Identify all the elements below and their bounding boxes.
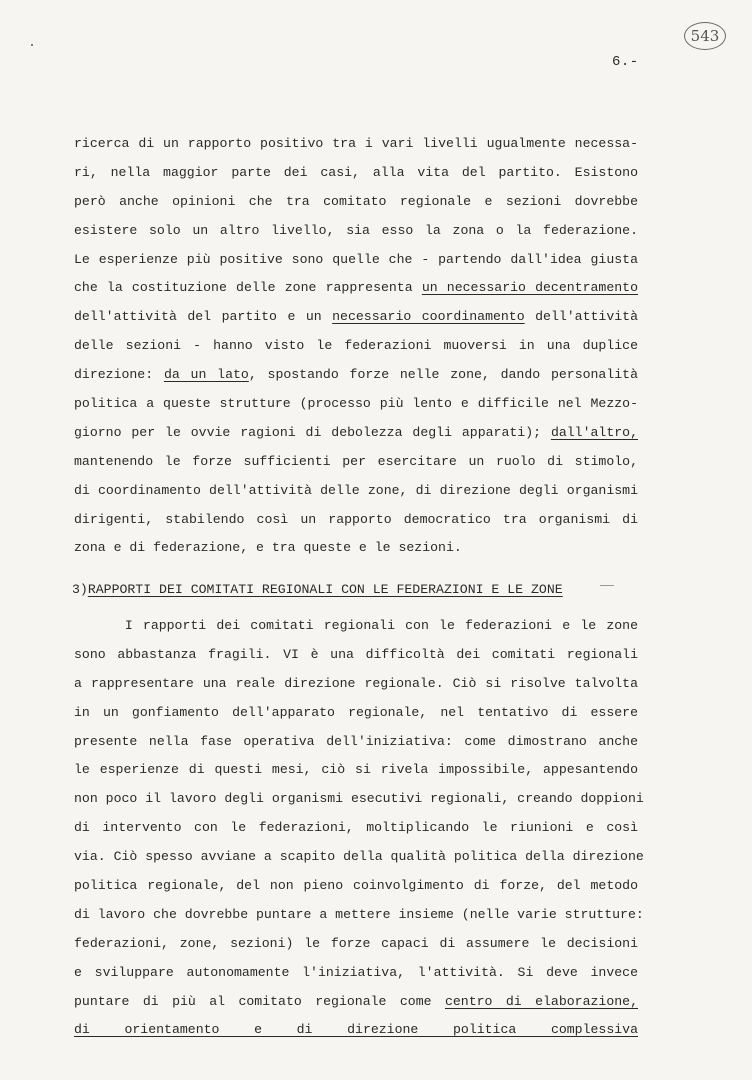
text-line xyxy=(74,785,644,814)
text-segment: dell'attività del partito e un xyxy=(74,309,333,325)
underlined-text: dall'altro, xyxy=(550,424,638,440)
text-segment: via. Ciò spesso avviane a scapito della qualità politica della direzione xyxy=(74,849,644,865)
underlined-text: di orientamento e di direzione politica complessiva xyxy=(74,1022,638,1038)
text-segment: però anche opinioni che tra comitato regionale e sezioni dovrebbe xyxy=(74,193,638,209)
margin-mark xyxy=(600,585,614,586)
text-segment: a rappresentare una reale direzione regionale. Ciò si risolve talvolta xyxy=(74,675,638,691)
underlined-text: da un lato xyxy=(163,367,249,383)
text-segment: non poco il lavoro degli organismi esecutivi regionali, creando doppioni xyxy=(74,791,644,807)
paragraph-1 xyxy=(74,130,638,563)
text-line xyxy=(74,390,638,419)
text-line xyxy=(74,1016,638,1045)
text-line xyxy=(74,699,638,728)
text-line xyxy=(74,534,638,563)
archive-stamp: 543 xyxy=(684,22,726,50)
text-line xyxy=(74,246,638,275)
text-line xyxy=(74,959,638,988)
text-segment: zona e di federazione, e tra queste e le sezioni. xyxy=(74,540,462,556)
text-segment: di intervento con le federazioni, moltiplicando le riunioni e così xyxy=(74,820,638,836)
text-line xyxy=(74,361,638,390)
text-segment: di coordinamento dell'attività delle zone, di direzione degli organismi xyxy=(74,482,638,498)
text-segment: e sviluppare autonomamente l'iniziativa, l'attività. Si deve invece xyxy=(74,964,638,980)
text-segment: federazioni, zone, sezioni) le forze capaci di assumere le decisioni xyxy=(74,935,638,951)
text-segment: politica a queste strutture (processo più lento e difficile nel Mezzo- xyxy=(74,396,638,412)
text-segment: delle sezioni - hanno visto le federazioni muoversi in una duplice xyxy=(74,338,638,354)
text-line xyxy=(74,217,638,246)
section-number: 3) xyxy=(72,582,88,597)
text-segment: di lavoro che dovrebbe puntare a mettere insieme (nelle varie strutture: xyxy=(74,906,644,922)
text-segment: mantenendo le forze sufficienti per esercitare un ruolo di stimolo, xyxy=(74,453,638,469)
text-segment: presente nella fase operativa dell'iniziativa: come dimostrano anche xyxy=(74,733,638,749)
text-line xyxy=(74,130,638,159)
text-segment: direzione: xyxy=(74,367,164,383)
text-segment: I rapporti dei comitati regionali con le federazioni e le zone xyxy=(74,618,638,633)
text-line xyxy=(74,274,638,303)
text-line xyxy=(74,332,638,361)
text-line xyxy=(74,303,638,332)
text-segment: Le esperienze più positive sono quelle che - partendo dall'idea giusta xyxy=(74,251,638,267)
page-number: 6.- xyxy=(612,54,639,70)
text-line xyxy=(74,728,638,757)
text-line xyxy=(74,988,638,1017)
text-segment: esistere solo un altro livello, sia esso la zona o la federazione. xyxy=(74,222,638,238)
paragraph-2 xyxy=(74,612,644,1045)
text-line xyxy=(74,612,638,641)
text-segment: che la costituzione delle zone rappresenta xyxy=(74,280,422,296)
text-line xyxy=(74,159,638,188)
text-line xyxy=(74,448,638,477)
text-segment: puntare di più al comitato regionale come xyxy=(74,993,445,1009)
text-line xyxy=(74,506,638,535)
text-segment: , spostando forze nelle zone, dando personalità xyxy=(248,367,639,383)
text-segment: ri, nella maggior parte dei casi, alla vita del partito. Esistono xyxy=(74,164,638,180)
underlined-text: un necessario decentramento xyxy=(421,280,638,296)
text-segment: politica regionale, del non pieno coinvolgimento di forze, del metodo xyxy=(74,878,638,894)
text-segment: in un gonfiamento dell'apparato regionale, nel tentativo di essere xyxy=(74,704,638,720)
text-line xyxy=(74,641,638,670)
text-line xyxy=(74,477,638,506)
text-line xyxy=(74,670,638,699)
text-line xyxy=(74,872,638,901)
text-segment: sono abbastanza fragili. VI è una difficoltà dei comitati regionali xyxy=(74,646,638,662)
text-segment: le esperienze di questi mesi, ciò si rivela impossibile, appesantendo xyxy=(74,762,638,778)
text-line xyxy=(74,901,644,930)
text-segment: dell'attività xyxy=(524,309,638,325)
section-title: RAPPORTI DEI COMITATI REGIONALI CON LE FEDERAZIONI E LE ZONE xyxy=(87,582,563,597)
text-line xyxy=(74,814,638,843)
section-heading xyxy=(72,576,563,604)
scan-speck xyxy=(31,44,33,46)
text-line xyxy=(74,930,638,959)
text-line xyxy=(74,843,644,872)
text-line xyxy=(74,419,638,448)
text-line xyxy=(74,188,638,217)
underlined-text: necessario coordinamento xyxy=(332,309,525,325)
text-segment: ricerca di un rapporto positivo tra i vari livelli ugualmente necessa- xyxy=(74,136,638,151)
text-segment: giorno per le ovvie ragioni di debolezza degli apparati); xyxy=(74,424,551,440)
underlined-text: centro di elaborazione, xyxy=(444,993,638,1009)
text-segment: dirigenti, stabilendo così un rapporto democratico tra organismi di xyxy=(74,511,638,527)
text-line xyxy=(74,756,638,785)
